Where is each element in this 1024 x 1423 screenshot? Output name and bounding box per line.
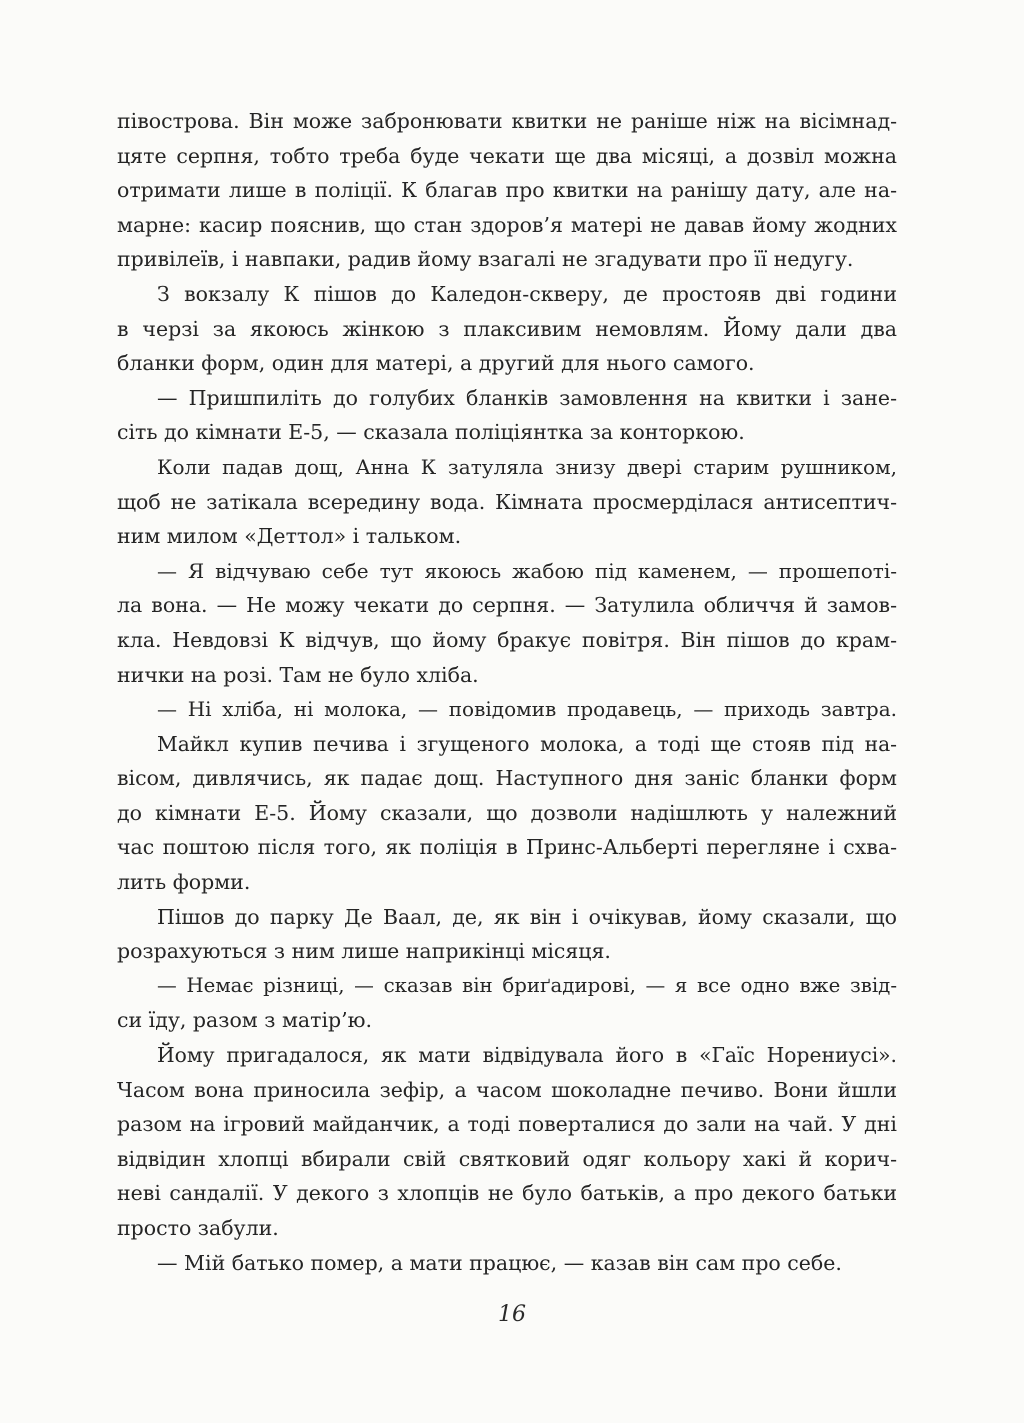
text-line: — Ні хліба, ні молока, — повідомив продавець, — приходь завтра. <box>157 697 897 722</box>
text-line: отримати лише в поліції. К благав про квитки на ранішу дату, але на- <box>117 178 897 203</box>
text-line: неві сандалії. У декого з хлопців не було батьків, а про декого батьки <box>117 1181 897 1206</box>
text-line: кла. Невдовзі К відчув, що йому бракує повітря. Він пішов до крам- <box>117 627 897 652</box>
text-line: разом на ігровий майданчик, а тоді поверталися до зали на чай. У дні <box>117 1112 897 1137</box>
text-line: си їду, разом з матір’ю. <box>117 1008 373 1033</box>
text-line: — Мій батько помер, а мати працює, — казав він сам про себе. <box>157 1250 842 1275</box>
text-line: лить форми. <box>117 870 251 895</box>
text-line: Коли падав дощ, Анна К затуляла знизу двері старим рушником, <box>157 454 897 479</box>
text-line: Майкл купив печива і згущеного молока, а тоді ще стояв під на- <box>157 731 897 756</box>
text-line: Йому пригадалося, як мати відвідувала його в «Гаїс Норениусі». <box>157 1043 897 1068</box>
text-line: ним милом «Деттол» і тальком. <box>117 524 462 549</box>
text-line: час поштою після того, як поліція в Принс-Альберті перегляне і схва- <box>117 835 897 860</box>
text-line: вісом, дивлячись, як падає дощ. Наступного дня заніс бланки форм <box>117 766 897 791</box>
text-line: З вокзалу К пішов до Каледон-скверу, де простояв дві години <box>157 281 897 306</box>
page-number: 16 <box>498 1302 526 1327</box>
text-line: Пішов до парку Де Ваал, де, як він і очікував, йому сказали, що <box>157 904 897 929</box>
text-line: — Немає різниці, — сказав він бриґадирові, — я все одно вже звід- <box>157 973 897 997</box>
text-line: — Я відчуваю себе тут якоюсь жабою під каменем, — прошепоті- <box>157 558 897 583</box>
body-text <box>117 104 897 1280</box>
text-line: Часом вона приносила зефір, а часом шоколадне печиво. Вони йшли <box>117 1077 897 1102</box>
text-line: відвідин хлопці вбирали свій святковий одяг кольору хакі й корич- <box>117 1146 897 1171</box>
text-line: марне: касир пояснив, що стан здоров’я матері не давав йому жодних <box>117 212 897 237</box>
text-line: в черзі за якоюсь жінкою з плаксивим немовлям. Йому дали два <box>117 316 897 341</box>
text-line: півострова. Він може забронювати квитки не раніше ніж на вісімнад- <box>117 109 897 133</box>
text-line: розрахуються з ним лише наприкінці місяця. <box>117 939 611 964</box>
text-line: — Пришпиліть до голубих бланків замовлення на квитки і зане- <box>157 385 897 410</box>
text-line: сіть до кімнати Е-5, — сказала поліціянтка за конторкою. <box>117 420 745 445</box>
text-line: щоб не затікала всередину вода. Кімната просмерділася антисептич- <box>117 489 897 514</box>
text-line: привілеїв, і навпаки, радив йому взагалі не згадувати про її недугу. <box>117 247 854 272</box>
text-line: просто забули. <box>117 1216 279 1240</box>
text-line: бланки форм, один для матері, а другий для нього самого. <box>117 351 755 376</box>
text-line: ла вона. — Не можу чекати до серпня. — Затулила обличчя й замов- <box>117 593 897 618</box>
text-line: до кімнати Е-5. Йому сказали, що дозволи надішлють у належний <box>117 800 897 825</box>
text-line: нички на розі. Там не було хліба. <box>117 662 479 687</box>
text-line: цяте серпня, тобто треба буде чекати ще два місяці, а дозвіл можна <box>117 143 897 168</box>
